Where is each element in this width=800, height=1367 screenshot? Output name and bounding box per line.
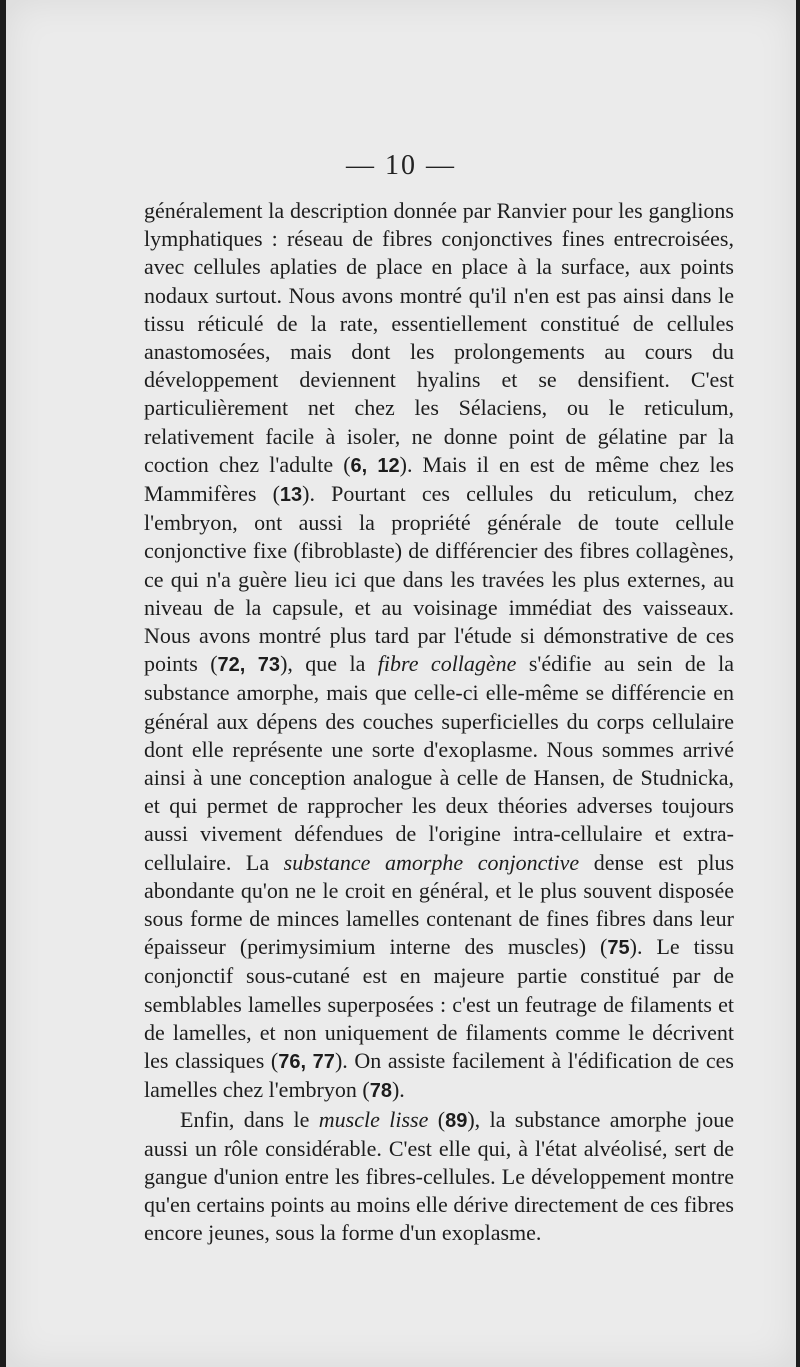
text-run: ). On assiste facilement à l'édification de ces lamelles chez l'embryon ( — [144, 1048, 734, 1103]
italic-term: fibre collagène — [377, 651, 517, 677]
text-run: ). — [391, 1077, 405, 1103]
citation-reference: 76, 77 — [278, 1051, 335, 1074]
document-page — [6, 0, 796, 1367]
paragraph — [144, 197, 734, 1106]
citation-reference: 72, 73 — [217, 654, 281, 677]
citation-reference: 13 — [279, 484, 303, 507]
text-run: ( — [428, 1106, 446, 1132]
text-run: s'édifie au sein de la substance amorphe, mais que celle-ci elle-même se différencie en général aux dépens des couches superficielles du corps cellulaire dont elle représente une sorte d'exoplasme. Nous sommes arrivé ainsi à une conception analogue à celle de Hansen, de Studnicka, et qui permet de rapprocher les deux théories adverses toujours aussi vivement défendues de l'origine intra-cellulaire et extra-cellulaire. La — [144, 651, 734, 875]
text-run: généralement la description donnée par Ranvier pour les ganglions lymphatiques : réseau de fibres conjonctives fines entrecroisées, avec cellules aplaties de place en place à la surface, aux points nodaux surtout. Nous avons montré qu'il n'en est pas ainsi dans le tissu réticulé de la rate, essentiellement constitué de cellules anastomosées, mais dont les prolongements au cours du développement deviennent hyalins et se densifient. C'est particulièrement net chez les Sélaciens, ou le reticulum, relativement facile à isoler, ne donne point de gélatine par la coction chez l'adulte ( — [144, 198, 734, 477]
citation-reference: 6, 12 — [350, 454, 400, 477]
text-run: Enfin, dans le — [180, 1106, 319, 1132]
text-run: ). Le tissu conjonctif sous-cutané est en majeure partie constitué par de semblables lamelles superposées : c'est un feutrage de filaments et de lamelles, et non uniquement de filaments comme le décrivent les classiques ( — [144, 934, 734, 1074]
text-run: dense est plus abondante qu'on ne le croit en général, et le plus souvent disposée sous forme de minces lamelles contenant de fines fibres dans leur épaisseur (perimysimium interne des muscles) ( — [144, 849, 735, 960]
text-run: ), la substance amorphe joue aussi un rôle considérable. C'est elle qui, à l'état alvéolisé, sert de gangue d'union entre les fibres-cellules. Le développement montre qu'en certains points au moins elle dérive directement de ces fibres encore jeunes, sous la forme d'un exoplasme. — [144, 1106, 735, 1246]
citation-reference: 78 — [369, 1080, 392, 1103]
italic-term: substance amorphe conjonctive — [283, 849, 580, 875]
paragraph — [144, 1106, 734, 1248]
text-run: ). Pourtant ces cellules du reticulum, chez l'embryon, ont aussi la propriété générale de toute cellule conjonctive fixe (fibroblaste) de différencier des fibres collagènes, ce qui n'a guère lieu ici que dans les travées les plus externes, au niveau de la capsule, et au voisinage immédiat des vaisseaux. Nous avons montré plus tard par l'étude si démonstrative de ces points ( — [144, 481, 735, 677]
text-run: ), que la — [280, 651, 378, 677]
text-run: ). Mais il en est de même chez les Mammifères ( — [144, 451, 734, 507]
citation-reference: 89 — [445, 1109, 468, 1132]
body-text — [144, 197, 734, 1248]
page-number: — 10 — — [346, 150, 456, 181]
citation-reference: 75 — [607, 937, 630, 960]
italic-term: muscle lisse — [318, 1106, 429, 1132]
